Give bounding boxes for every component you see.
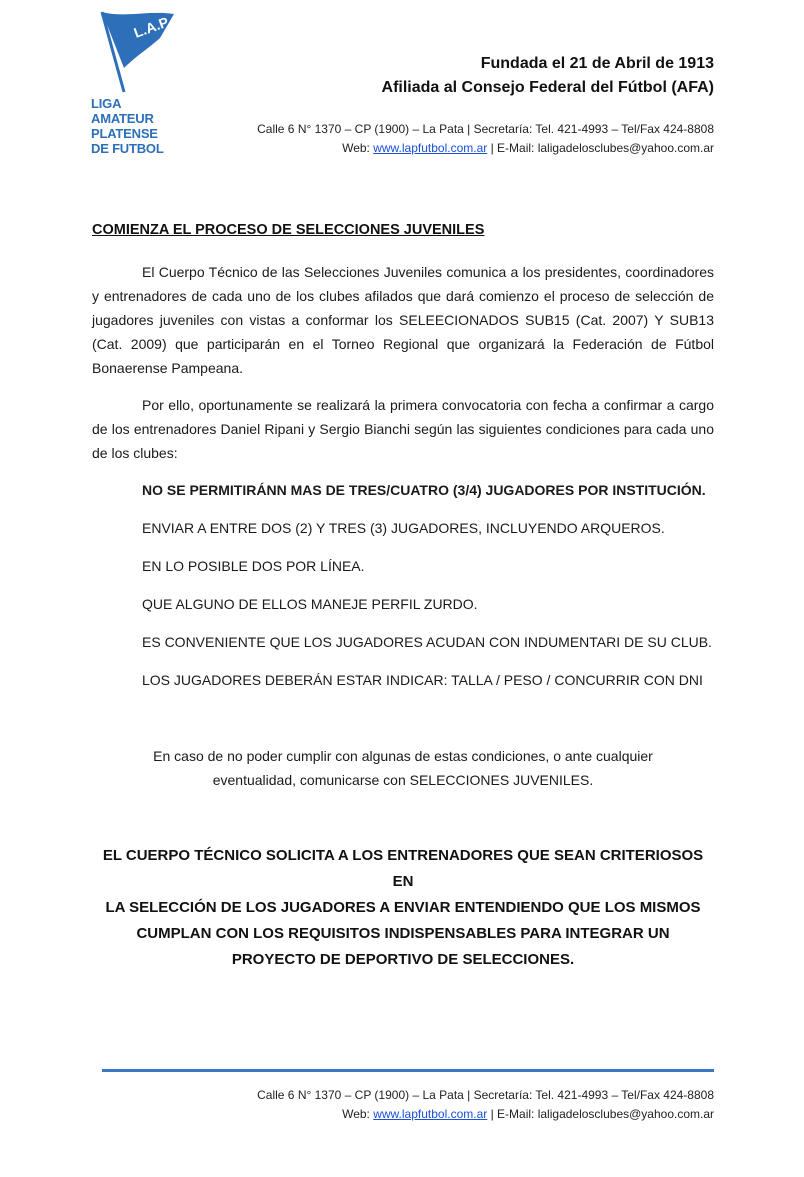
contingency-note — [92, 744, 714, 792]
document-title: COMIENZA EL PROCESO DE SELECCIONES JUVENILES — [92, 222, 485, 238]
logo-line: AMATEUR — [91, 111, 154, 126]
closing-line: CUMPLAN CON LOS REQUISITOS INDISPENSABLES PARA INTEGRAR UN — [136, 925, 670, 942]
email-text: | E-Mail: laligadelosclubes@yahoo.com.ar — [487, 1107, 714, 1121]
condition-item: NO SE PERMITIRÁNN MAS DE TRES/CUATRO (3/4) JUGADORES POR INSTITUCIÓN. — [142, 482, 706, 498]
closing-line: PROYECTO DE DEPORTIVO DE SELECCIONES. — [231, 951, 575, 968]
address-line: Calle 6 N° 1370 – CP (1900) – La Pata | Secretaría: Tel. 421-4993 – Tel/Fax 424-8808 — [257, 1088, 714, 1102]
logo-line: DE FUTBOL — [91, 141, 164, 156]
founded-line: Fundada el 21 de Abril de 1913 — [480, 55, 714, 72]
paragraph-intro: El Cuerpo Técnico de las Selecciones Juveniles comunica a los presidentes, coordinadores y entrenadores de cada uno de los clubes afilados que dará comienzo el proceso de selección de jugadores juveniles con vistas a conformar los SELEECIONADOS SUB15 (Cat. 2007) Y SUB13 (Cat. 2009) que participarán en el Torneo Regional que organizará la Federación de Fútbol Bonaerense Pampeana. — [92, 264, 714, 376]
flag-icon — [94, 8, 184, 108]
closing-line: EL CUERPO TÉCNICO SOLICITA A LOS ENTRENADORES QUE SEAN CRITERIOSOS EN — [102, 847, 704, 890]
condition-item: LOS JUGADORES DEBERÁN ESTAR INDICAR: TALLA / PESO / CONCURRIR CON DNI — [142, 672, 703, 688]
contact-footer — [257, 1086, 714, 1124]
condition-item: QUE ALGUNO DE ELLOS MANEJE PERFIL ZURDO. — [142, 596, 478, 612]
logo-line: LIGA — [91, 96, 122, 111]
web-email-line — [257, 139, 714, 158]
logo-line: PLATENSE — [91, 126, 158, 141]
flag-text: L.A.P. — [131, 12, 173, 41]
web-label: Web: — [342, 141, 374, 155]
footer-divider — [102, 1069, 714, 1072]
website-link[interactable]: www.lapfutbol.com.ar — [373, 1107, 488, 1121]
contact-header — [257, 120, 714, 158]
closing-statement — [92, 843, 714, 973]
conditions-list — [142, 480, 712, 708]
address-line: Calle 6 N° 1370 – CP (1900) – La Pata | Secretaría: Tel. 421-4993 – Tel/Fax 424-8808 — [257, 122, 714, 136]
condition-item: EN LO POSIBLE DOS POR LÍNEA. — [142, 558, 365, 574]
closing-line: LA SELECCIÓN DE LOS JUGADORES A ENVIAR ENTENDIENDO QUE LOS MISMOS — [105, 899, 701, 916]
affiliated-line: Afiliada al Consejo Federal del Fútbol (AFA) — [381, 79, 714, 96]
web-email-line — [257, 1105, 714, 1124]
condition-item: ENVIAR A ENTRE DOS (2) Y TRES (3) JUGADORES, INCLUYENDO ARQUEROS. — [142, 520, 665, 536]
league-logo — [88, 8, 198, 158]
note-line: eventualidad, comunicarse con SELECCIONES JUVENILES. — [212, 772, 594, 788]
paragraph-convocation: Por ello, oportunamente se realizará la primera convocatoria con fecha a confirmar a cargo de los entrenadores Daniel Ripani y Sergio Bianchi según las siguientes condiciones para cada uno de los clubes: — [92, 397, 714, 461]
logo-wordmark — [91, 96, 164, 156]
note-line: En caso de no poder cumplir con algunas de estas condiciones, o ante cualquier — [153, 748, 653, 764]
email-text: | E-Mail: laligadelosclubes@yahoo.com.ar — [487, 141, 714, 155]
website-link[interactable]: www.lapfutbol.com.ar — [373, 141, 488, 155]
condition-item: ES CONVENIENTE QUE LOS JUGADORES ACUDAN CON INDUMENTARI DE SU CLUB. — [142, 634, 712, 650]
web-label: Web: — [342, 1107, 374, 1121]
letterhead — [382, 52, 714, 100]
